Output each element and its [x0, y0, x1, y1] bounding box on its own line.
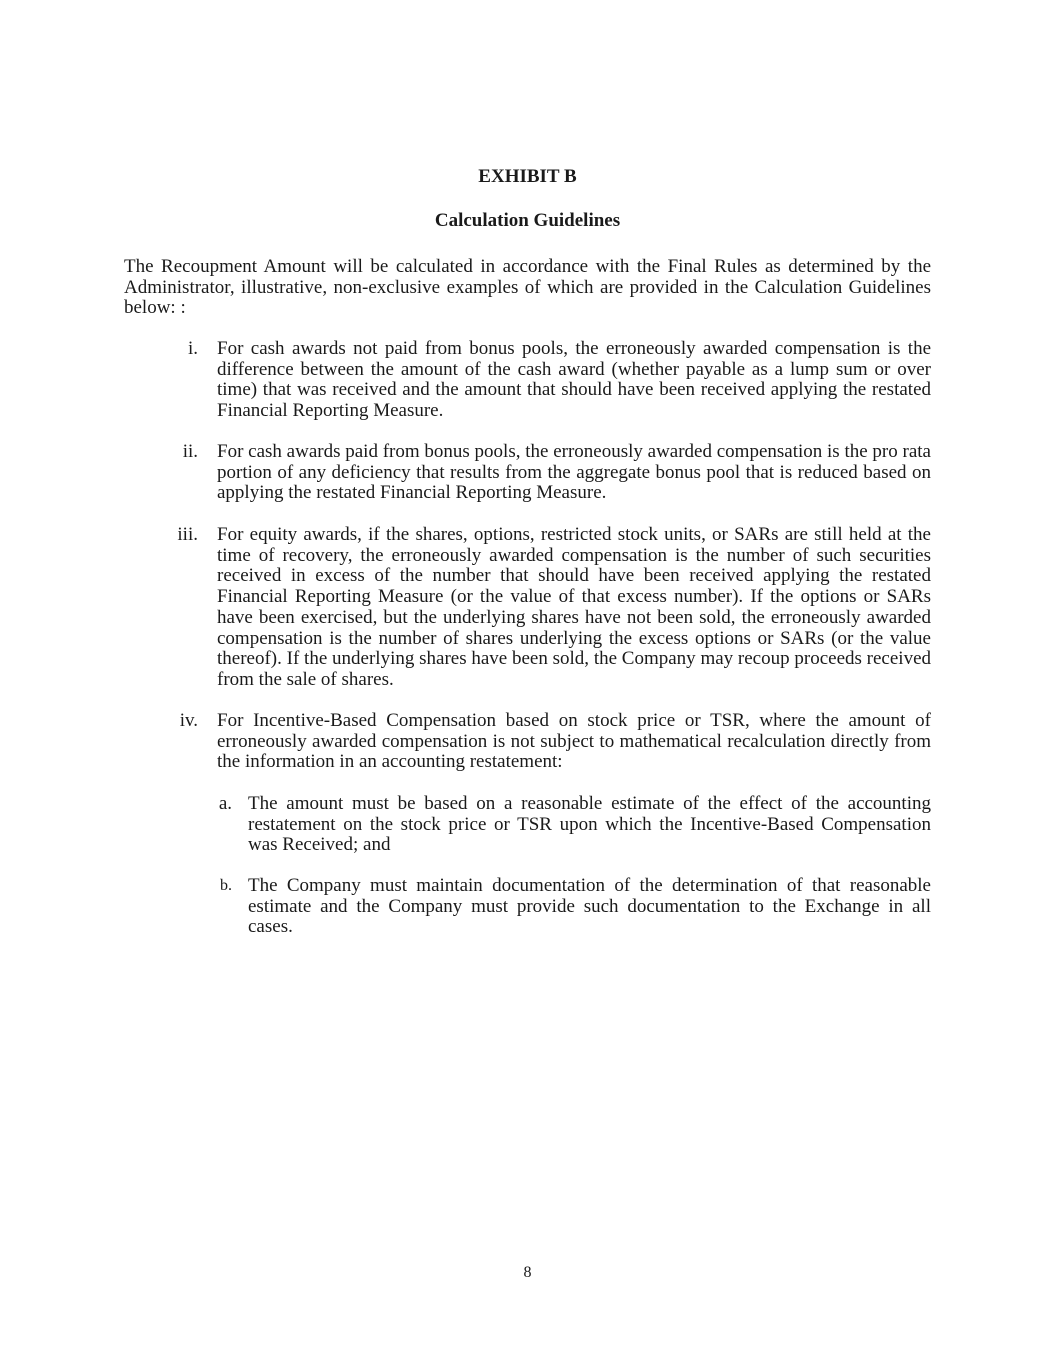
sub-item-text: The Company must maintain documentation of the determination of that reasonable estimate and the Company must provide such documentation to the Exchange in all cases. [248, 875, 931, 938]
list-item-text: For Incentive-Based Compensation based on stock price or TSR, where the amount of erroneously awarded compensation is not subject to mathematical recalculation directly from the information in an accounting restatement: [217, 710, 931, 773]
list-marker: iv. [179, 710, 198, 731]
list-marker: ii. [182, 441, 198, 462]
list-item-text: For cash awards paid from bonus pools, the erroneously awarded compensation is the pro rata portion of any deficiency that results from the aggregate bonus pool that is reduced based on applying the restated Financial Reporting Measure. [217, 441, 931, 504]
list-marker: i. [187, 338, 198, 359]
sub-item-text: The amount must be based on a reasonable estimate of the effect of the accounting restatement on the stock price or TSR upon which the Incentive-Based Compensation was Received; and [248, 793, 931, 856]
intro-paragraph: The Recoupment Amount will be calculated in accordance with the Final Rules as determined by the Administrator, illustrative, non-exclusive examples of which are provided in the Calculation Guidelines below: : [124, 256, 931, 319]
sub-item-marker: a. [218, 793, 232, 814]
list-item-text: For cash awards not paid from bonus pools, the erroneously awarded compensation is the difference between the amount of the cash award (whether payable as a lump sum or over time) that was received and the amount that should have been received applying the restated Financial Reporting Measure. [217, 338, 931, 422]
list-item-text: For equity awards, if the shares, options, restricted stock units, or SARs are still held at the time of recovery, the erroneously awarded compensation is the number of such securities received in excess of the number that should have been received applying the restated Financial Reporting Measure (or the value of that excess number). If the options or SARs have been exercised, but the underlying shares have not been sold, the erroneously awarded compensation is the number of shares underlying the excess options or SARs (or the value thereof). If the underlying shares have been sold, the Company may recoup proceeds received from the sale of shares. [217, 524, 931, 690]
exhibit-title: EXHIBIT B [478, 166, 577, 187]
sub-item-marker: b. [220, 877, 232, 894]
list-marker: iii. [177, 524, 198, 545]
page-number: 8 [523, 1264, 532, 1281]
section-title: Calculation Guidelines [434, 210, 621, 231]
